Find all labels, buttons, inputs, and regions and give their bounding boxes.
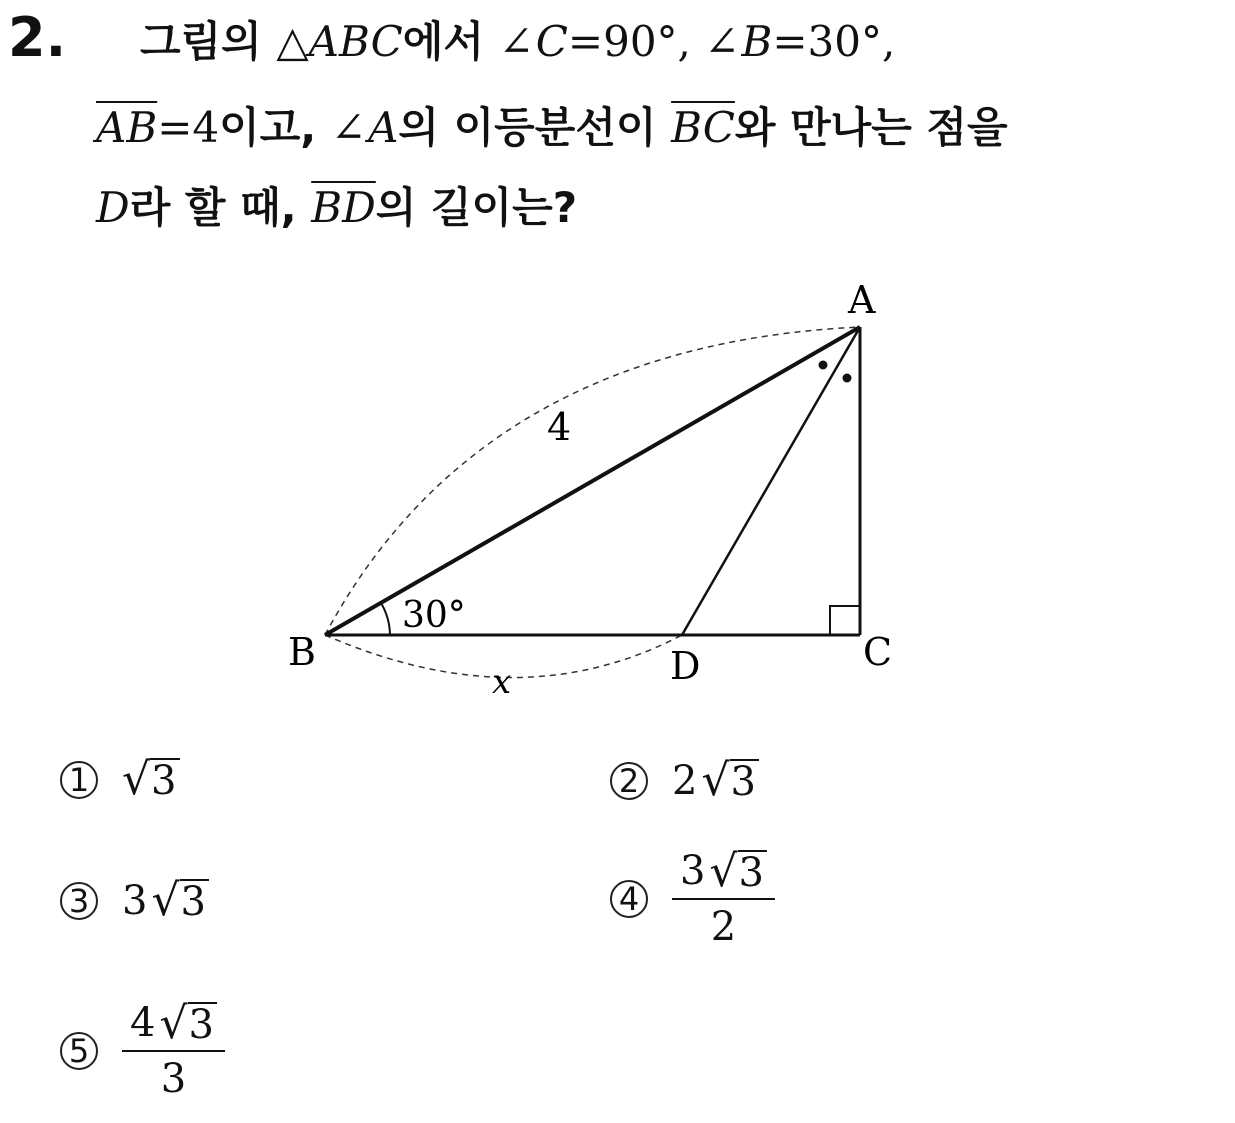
q-text: 의 길이는? <box>375 183 578 232</box>
choice-marker: 2 <box>610 762 648 800</box>
angle-b-arc <box>381 603 390 635</box>
segment-bc: $\overline{BC}$ <box>671 103 735 152</box>
coefficient: 2 <box>672 758 698 804</box>
numerator <box>672 848 775 900</box>
choice-2[interactable] <box>610 755 759 806</box>
q-text: 와 만나는 점을 <box>734 103 1008 152</box>
side-ab <box>325 327 860 635</box>
sqrt-symbol: √ <box>709 846 738 897</box>
question-line-2 <box>96 100 1008 156</box>
q-text: 라 할 때, <box>129 183 312 232</box>
label-bd-x: x <box>492 662 512 702</box>
fraction <box>122 1000 225 1102</box>
ab-value: =4 <box>157 103 220 152</box>
label-ab-length: 4 <box>547 405 572 449</box>
triangle-figure <box>270 275 920 715</box>
fraction <box>672 848 775 950</box>
sqrt-expression <box>151 875 209 926</box>
angle-c-value: =90°, <box>567 17 705 66</box>
vertex-a: A <box>368 103 399 152</box>
sqrt-symbol: √ <box>701 755 730 806</box>
radicand: 3 <box>730 759 759 803</box>
vertex-b: B <box>741 17 773 66</box>
sqrt-expression <box>701 755 759 806</box>
triangle-diagram <box>270 275 920 715</box>
triangle-abc: ABC <box>308 17 403 66</box>
point-d: D <box>96 183 130 232</box>
angle-symbol: ∠ <box>498 17 534 66</box>
vertex-c: C <box>535 17 568 66</box>
denominator: 2 <box>710 904 737 950</box>
question-line-1 <box>140 14 895 70</box>
radicand: 3 <box>150 758 179 802</box>
segment-ab: $\overline{AB}$ <box>96 103 158 152</box>
sqrt-expression <box>159 998 217 1049</box>
angle-dot-2 <box>843 374 852 383</box>
choice-marker: 1 <box>60 761 98 799</box>
coefficient: 4 <box>130 1000 156 1046</box>
label-angle-b: 30° <box>402 595 466 636</box>
label-d: D <box>670 644 701 688</box>
choice-4[interactable] <box>610 848 775 950</box>
sqrt-expression <box>122 754 180 805</box>
question-number: 2. <box>8 6 67 69</box>
q-text: 에서 <box>402 17 499 66</box>
sqrt-symbol: √ <box>122 754 151 805</box>
q-text: 이고, <box>219 103 331 152</box>
choice-marker: 4 <box>610 880 648 918</box>
coefficient: 3 <box>122 878 148 924</box>
denominator: 3 <box>160 1056 187 1102</box>
choice-marker: 3 <box>60 882 98 920</box>
label-a: A <box>848 278 876 322</box>
angle-dot-1 <box>819 361 828 370</box>
coefficient: 3 <box>680 848 706 894</box>
triangle-symbol: △ <box>276 17 309 66</box>
angle-symbol: ∠ <box>704 17 740 66</box>
right-angle-marker <box>830 606 860 635</box>
segment-bd: $\overline{BD}$ <box>311 183 376 232</box>
angle-b-value: =30°, <box>772 17 896 66</box>
label-c: C <box>863 630 893 674</box>
numerator <box>122 1000 225 1052</box>
choice-3[interactable] <box>60 875 209 926</box>
radicand: 3 <box>180 879 209 923</box>
choice-marker: 5 <box>60 1032 98 1070</box>
radicand: 3 <box>188 1002 217 1046</box>
question-line-3 <box>96 180 577 236</box>
choice-1[interactable] <box>60 754 180 805</box>
angle-symbol: ∠ <box>330 103 367 152</box>
bisector-ad <box>682 327 860 635</box>
sqrt-expression <box>709 846 767 897</box>
radicand: 3 <box>738 850 767 894</box>
choice-5[interactable] <box>60 1000 225 1102</box>
sqrt-symbol: √ <box>151 875 180 926</box>
q-text: 의 이등분선이 <box>398 103 672 152</box>
q-text: 그림의 <box>140 17 277 66</box>
label-b: B <box>288 630 316 674</box>
sqrt-symbol: √ <box>159 998 188 1049</box>
